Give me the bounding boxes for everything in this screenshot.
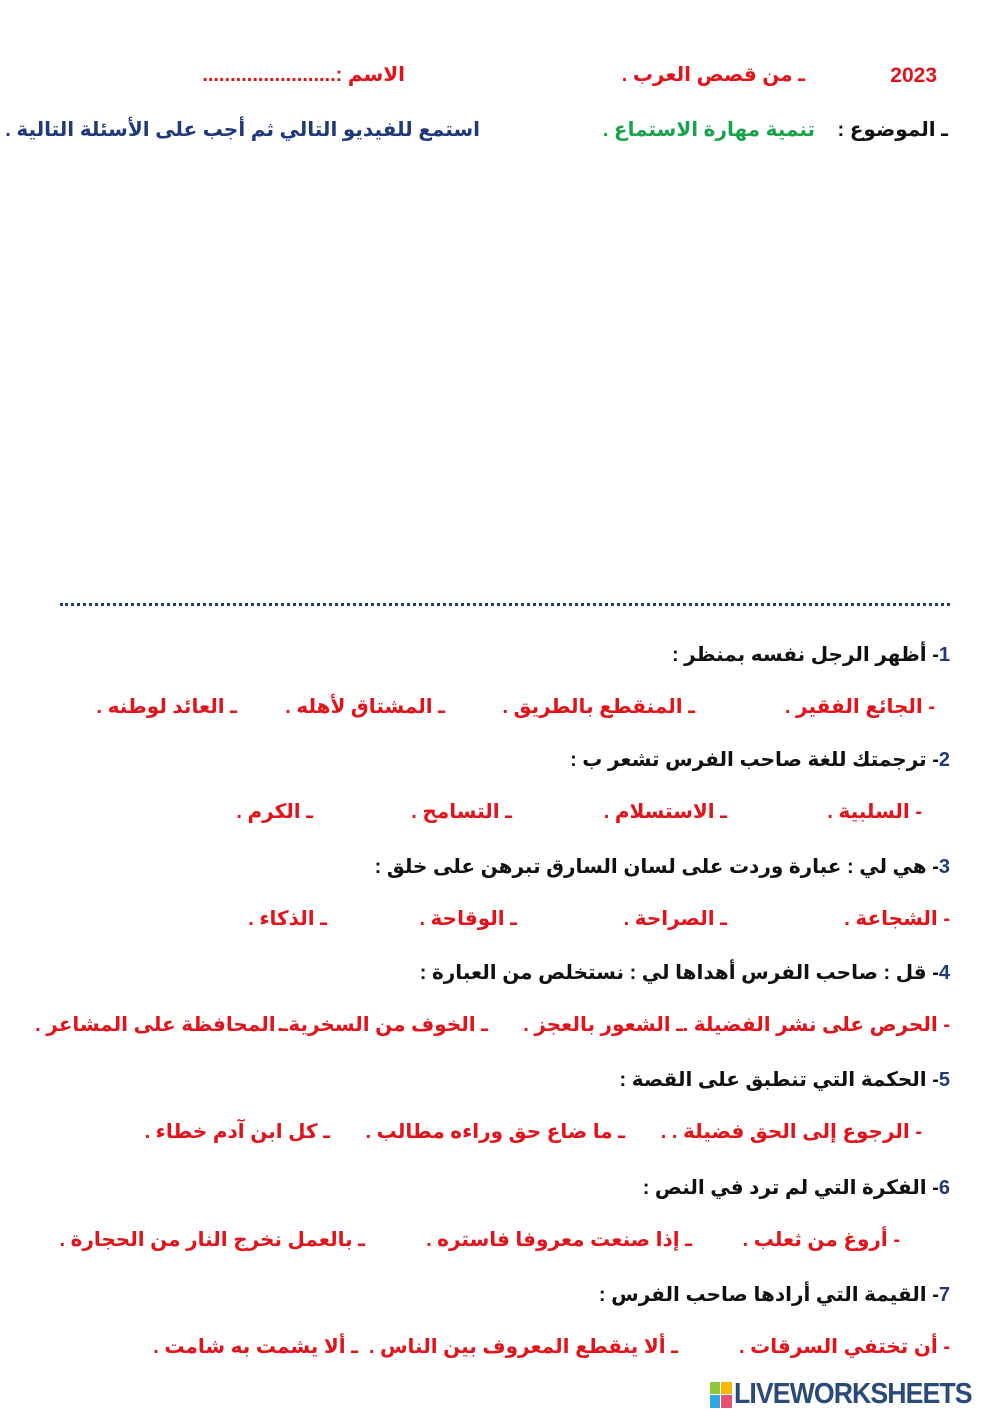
answer-option[interactable]: ـ المشتاق لأهله . [285, 696, 445, 718]
answer-option[interactable]: - الشجاعة . [844, 908, 950, 930]
topic-value: تنمية مهارة الاستماع . [602, 119, 815, 141]
answer-option[interactable]: - الرجوع إلى الحق فضيلة . . [660, 1121, 922, 1143]
question-number: 7 [938, 1284, 950, 1306]
answer-option[interactable]: ـ الخوف من السخرية . [277, 1014, 488, 1036]
answer-option[interactable]: ـ الوقاحة . [419, 908, 517, 930]
question-5 [620, 1068, 951, 1092]
question-number: 2 [938, 749, 950, 771]
answer-option[interactable]: ـ الاستسلام . [603, 801, 727, 823]
answer-option[interactable]: ـ ألا يشمت به شامت . [153, 1336, 358, 1358]
answer-option[interactable]: ـ إذا صنعت معروفا فاستره . [426, 1229, 692, 1251]
question-text: - هي لي : عبارة وردت على لسان السارق تبرهن على خلق : [374, 856, 939, 878]
question-2 [570, 748, 950, 772]
question-number: 4 [938, 962, 950, 984]
question-1 [672, 643, 950, 667]
answer-option[interactable]: - الجائع الفقير . [784, 696, 935, 718]
video-area[interactable] [60, 160, 950, 580]
liveworksheets-logo [710, 1378, 992, 1411]
answer-option[interactable]: ـ بالعمل نخرج النار من الحجارة . [59, 1229, 365, 1251]
question-text: - الفكرة التي لم ترد في النص : [642, 1177, 939, 1199]
question-text: - قل : صاحب الفرس أهداها لي : نستخلص من العبارة : [419, 962, 939, 984]
answer-option[interactable]: ـ ما ضاع حق وراءه مطالب . [365, 1121, 625, 1143]
topic-label: ـ الموضوع : [837, 119, 948, 141]
question-text: - ترجمتك للغة صاحب الفرس تشعر ب : [570, 749, 939, 771]
answer-option[interactable]: - أن تختفي السرقات . [739, 1336, 950, 1358]
question-6 [643, 1176, 950, 1200]
answer-option[interactable]: ـ الصراحة . [623, 908, 727, 930]
question-text: - القيمة التي أرادها صاحب الفرس : [598, 1284, 939, 1306]
year: 2023 [890, 64, 937, 87]
answer-option[interactable]: ـ المنقطع بالطريق . [502, 696, 695, 718]
answer-option[interactable]: ـ الذكاء . [248, 908, 327, 930]
answer-option[interactable]: - السلبية . [827, 801, 922, 823]
logo-badge-icon [710, 1382, 732, 1408]
question-text: - الحكمة التي تنطبق على القصة : [619, 1069, 939, 1091]
answer-option[interactable]: ـ ألا ينقطع المعروف بين الناس . [368, 1336, 678, 1358]
instruction: استمع للفيديو التالي ثم أجب على الأسئلة التالية . [5, 119, 480, 141]
name-field[interactable]: الاسم :........................ [202, 64, 405, 86]
divider [60, 603, 950, 606]
question-number: 1 [938, 644, 950, 666]
answer-option[interactable]: - الحرص على نشر الفضيلة . [682, 1014, 950, 1036]
question-3 [375, 855, 950, 879]
question-number: 3 [938, 856, 950, 878]
logo-text: LIVEWORKSHEETS [733, 1378, 972, 1410]
question-7 [599, 1283, 950, 1307]
answer-option[interactable]: ـ الكرم . [236, 801, 313, 823]
series-title: ـ من قصص العرب . [621, 64, 805, 86]
answer-option[interactable]: ـ المحافظة على المشاعر . [35, 1014, 288, 1036]
answer-option[interactable]: ـ الشعور بالعجز . [523, 1014, 683, 1036]
question-number: 5 [938, 1069, 950, 1091]
answer-option[interactable]: ـ كل ابن آدم خطاء . [144, 1121, 330, 1143]
question-4 [420, 961, 950, 985]
answer-option[interactable]: ـ العائد لوطنه . [96, 696, 237, 718]
answer-option[interactable]: - أروغ من ثعلب . [742, 1229, 900, 1251]
answer-option[interactable]: ـ التسامح . [411, 801, 512, 823]
question-number: 6 [938, 1177, 950, 1199]
question-text: - أظهر الرجل نفسه بمنظر : [671, 644, 939, 666]
